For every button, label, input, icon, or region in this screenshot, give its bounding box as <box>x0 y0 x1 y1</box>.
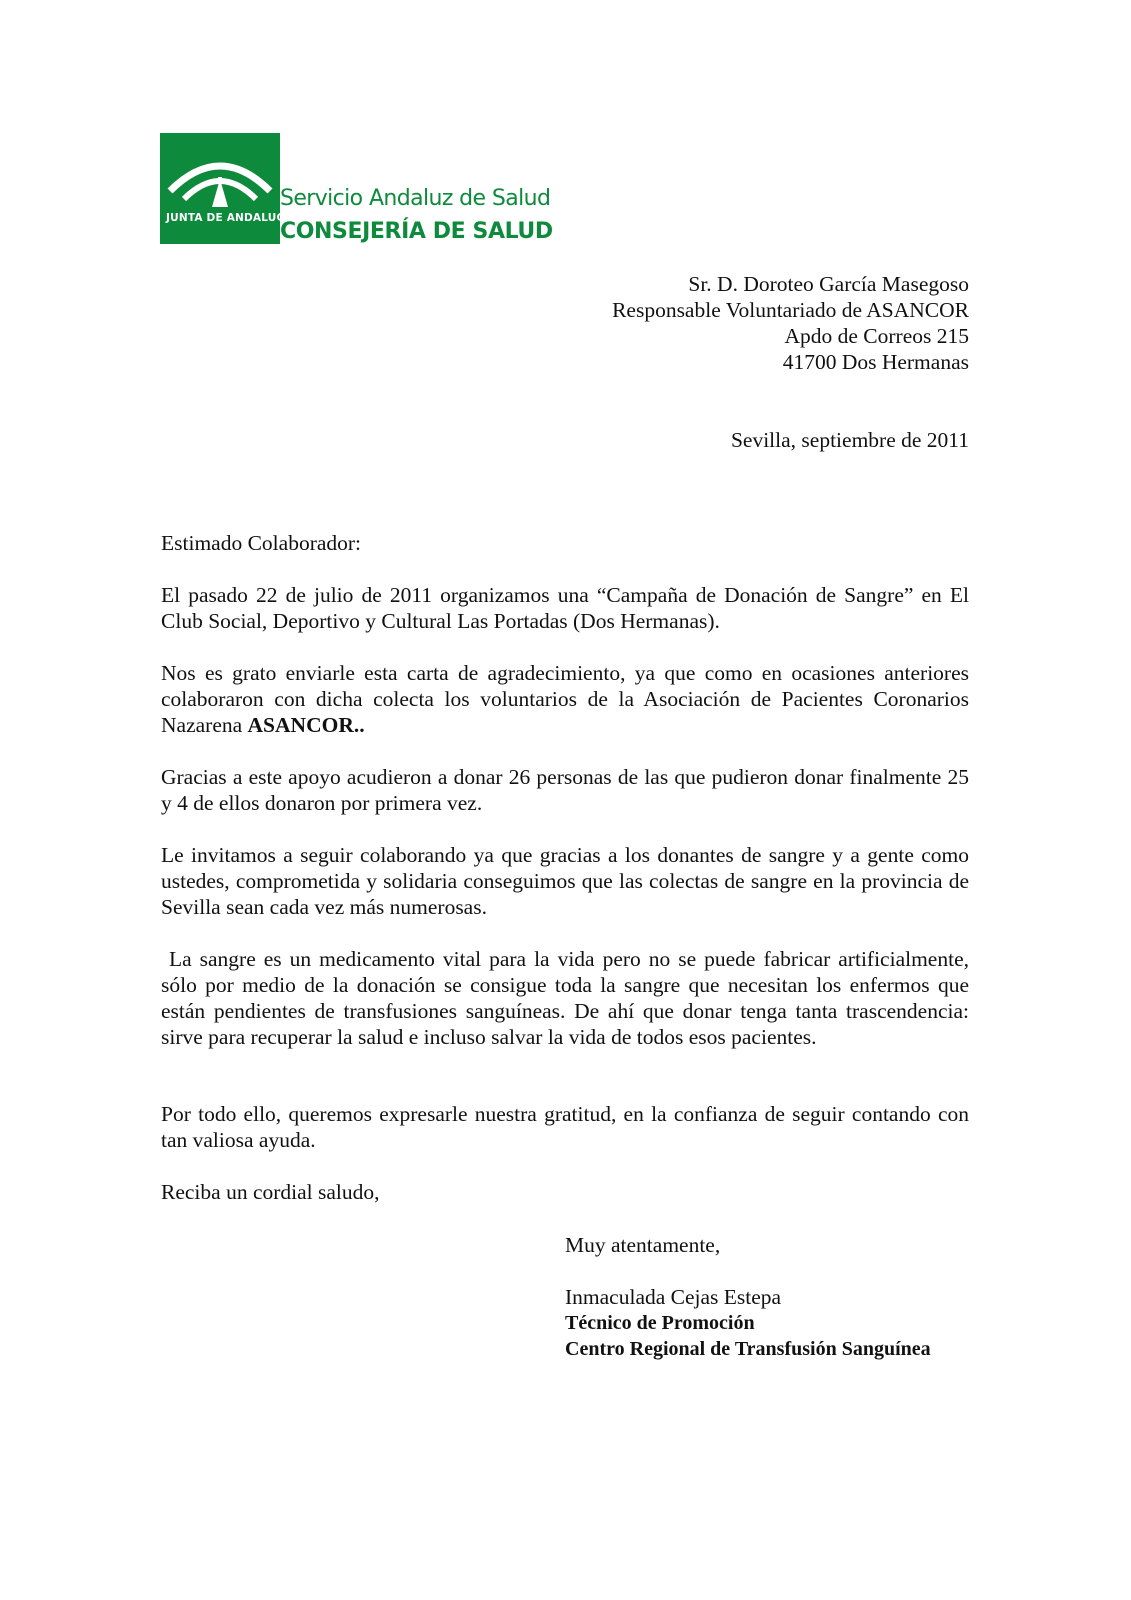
closing <box>161 1179 969 1205</box>
letter-date: Sevilla, septiembre de 2011 <box>730 428 969 452</box>
signer-center: Centro Regional de Transfusión Sanguínea <box>565 1338 931 1360</box>
recipient-city: 41700 Dos Hermanas <box>782 350 969 374</box>
signer-name: Inmaculada Cejas Estepa <box>565 1285 782 1309</box>
signer-role: Técnico de Promoción <box>565 1312 755 1334</box>
valediction: Muy atentamente, <box>565 1233 721 1257</box>
greeting-text: Estimado Colaborador: <box>161 531 362 555</box>
paragraph-donors-text: Gracias a este apoyo acudieron a donar 26 personas de las que pudieron donar finalmente 25 y 4 de ellos donaron por primera vez. <box>161 765 969 815</box>
paragraph-donors <box>161 764 969 816</box>
paragraph-thanks <box>161 660 969 738</box>
paragraph-gratitude <box>161 1101 969 1153</box>
paragraph-gratitude-text: Por todo ello, queremos expresarle nuestra gratitud, en la confianza de seguir contando con tan valiosa ayuda. <box>161 1102 969 1152</box>
org-name: Servicio Andaluz de Salud <box>280 186 551 211</box>
paragraph-thanks-text <box>161 660 969 738</box>
arch-emblem-icon <box>160 133 297 244</box>
signature-block <box>565 1284 931 1362</box>
closing-text: Reciba un cordial saludo, <box>161 1180 380 1204</box>
paragraph-invitation-text: Le invitamos a seguir colaborando ya que gracias a los donantes de sangre y a gente como ustedes, comprometida y solidaria conseguimos que las colectas de sangre en la provincia de Sevilla sean cada vez más numerosas. <box>161 843 969 919</box>
recipient-name: Sr. D. Doroteo García Masegoso <box>688 272 969 296</box>
paragraph-blood-importance <box>161 946 975 1050</box>
paragraph-thanks-body: Nos es grato enviarle esta carta de agradecimiento, ya que como en ocasiones anteriores colaboraron con dicha colecta los voluntarios de la Asociación de Pacientes Coronarios Nazarena <box>161 661 969 737</box>
department-name: CONSEJERÍA DE SALUD <box>280 219 553 244</box>
asancor-bold: ASANCOR.. <box>247 713 365 737</box>
paragraph-campaign-text: El pasado 22 de julio de 2011 organizamos una “Campaña de Donación de Sangre” en El Club Social, Deportivo y Cultural Las Portadas (Dos Hermanas). <box>161 583 969 633</box>
paragraph-campaign <box>161 582 969 634</box>
paragraph-blood-importance-text: La sangre es un medicamento vital para la vida pero no se puede fabricar artificialmente, sólo por medio de la donación se consigue toda la sangre que necesitan los enfermos que están pendientes de transfusiones sanguíneas. De ahí que donar tenga tanta trascendencia: sirve para recuperar la salud e incluso salvar la vida de todos esos pacientes. <box>161 947 975 1049</box>
junta-andalucia-logo <box>160 133 297 244</box>
logo-junta-text: JUNTA DE ANDALUCIA <box>166 212 297 224</box>
recipient-address <box>612 271 969 375</box>
greeting <box>161 530 969 556</box>
recipient-postal-address: Apdo de Correos 215 <box>784 324 969 348</box>
paragraph-invitation <box>161 842 969 920</box>
recipient-title: Responsable Voluntariado de ASANCOR <box>612 298 969 322</box>
